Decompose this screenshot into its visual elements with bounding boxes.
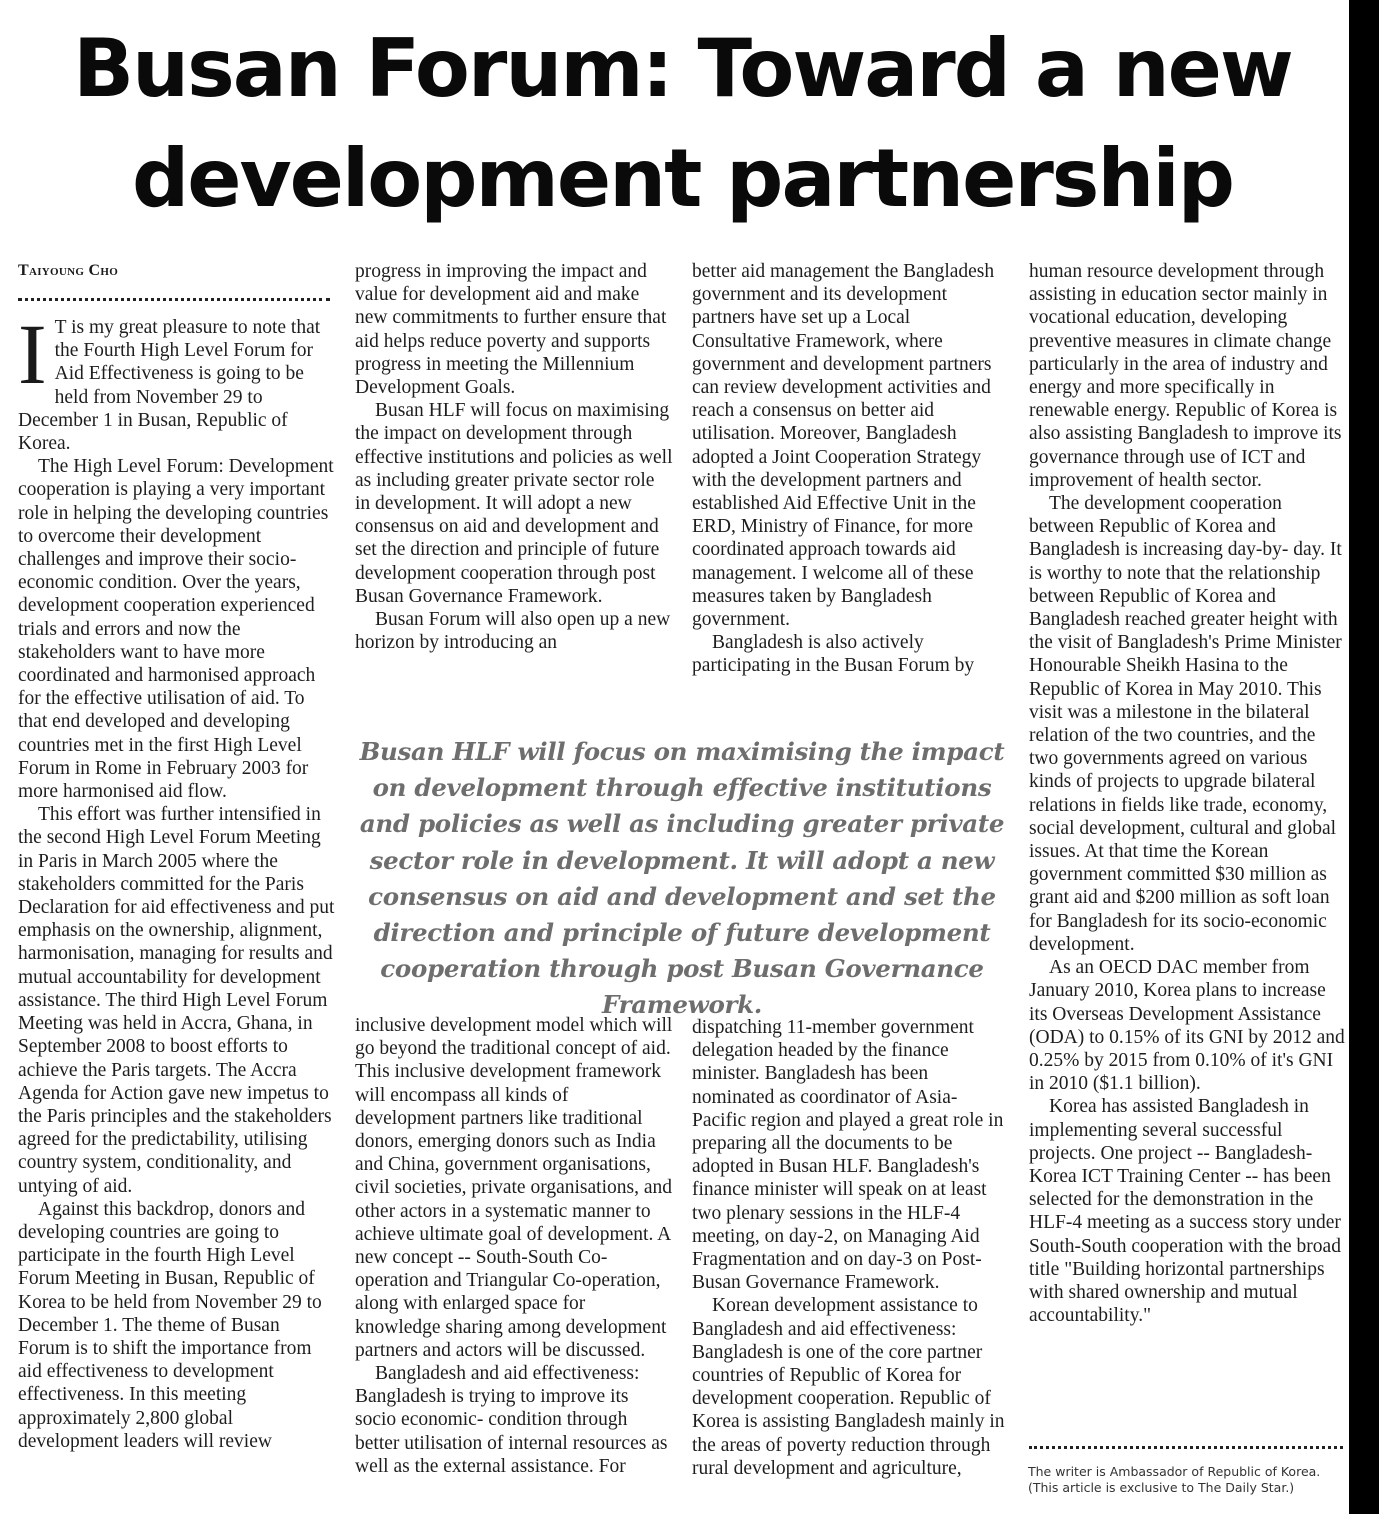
paragraph: inclusive development model which will go beyond the traditional concept of aid. This inclusive development framework will encompass all kinds of development partners like traditional donors, emerging donors such as India and China, government organisations, civil societies, private organisations, and other actors in a systematic manner to achieve ultimate goal of development. A new concept -- South-South Co-operation and Triangular Co-operation, along with enlarged space for knowledge sharing among development partners and actors will be discussed. [355, 1015, 673, 1361]
paragraph: Busan HLF will focus on maximising the impact on development through effective institutions and policies as well as including greater private sector role in development. It will adopt a new consensus on aid and development and set the direction and principle of future development cooperation through post Busan Governance Framework. [355, 400, 673, 607]
footnote-divider [1029, 1446, 1343, 1449]
headline: Busan Forum: Toward a new development partnership [73, 22, 1292, 225]
paragraph: This effort was further intensified in the second High Level Forum Meeting in Paris in March 2005 where the stakeholders committed for the Paris Declaration for aid effectiveness and put emphasis on the ownership, alignment, harmonisation, managing for results and mutual accountability for development assistance. The third High Level Forum Meeting was held in Accra, Ghana, in September 2008 to boost efforts to achieve the Paris targets. The Accra Agenda for Action gave new impetus to the Paris principles and the stakeholders agreed for the predictability, utilising country system, conditionality, and untying of aid. [18, 804, 335, 1197]
author-note [1028, 1464, 1348, 1496]
column-3-top [692, 260, 1010, 678]
dropcap: I [18, 306, 47, 402]
author-note-line: (This article is exclusive to The Daily Star.) [1028, 1480, 1295, 1495]
paragraph: Busan Forum will also open up a new horizon by introducing an [355, 609, 671, 654]
column-4 [1029, 260, 1347, 1327]
paragraph: human resource development through assisting in education sector mainly in vocational education, developing preventive measures in climate change particularly in the area of industry and energy and more specifically in renewable energy. Republic of Korea is also assisting Bangladesh to improve its governance through use of ICT and improvement of health sector. [1029, 261, 1342, 491]
paragraph: progress in improving the impact and value for development aid and make new commitments to further ensure that aid helps reduce poverty and supports progress in meeting the Millennium Development Goals. [355, 261, 667, 399]
byline: Taiyoung Cho [18, 262, 119, 279]
paragraph: better aid management the Bangladesh government and its development partners have set up a Local Consultative Framework, where government and development partners can review development activities and reach a consensus on better aid utilisation. Moreover, Bangladesh adopted a Joint Cooperation Strategy with the development partners and established Aid Effective Unit in the ERD, Ministry of Finance, for more coordinated approach towards aid management. I welcome all of these measures taken by Bangladesh government. [692, 261, 995, 631]
paragraph: The High Level Forum: Development cooperation is playing a very important role in helping the developing countries to overcome their development challenges and improve their socio- economic condition. Over the years, development cooperation experienced trials and errors and now the stakeholders want to have more coordinated and harmonised approach for the effective utilisation of aid. To that end developed and developing countries met in the first High Level Forum in Rome in February 2003 for more harmonised aid flow. [18, 456, 334, 803]
paragraph: The development cooperation between Republic of Korea and Bangladesh is increasing day-by- day. It is worthy to note that the relationship between Republic of Korea and Bangladesh reached greater height with the visit of Bangladesh's Prime Minister Honourable Sheikh Hasina to the Republic of Korea in May 2010. This visit was a milestone in the bilateral relation of the two countries, and the two governments agreed on various kinds of projects to upgrade bilateral relations in fields like trade, economy, social development, cultural and global issues. At that time the Korean government committed $30 million as grant aid and $200 million as soft loan for Bangladesh for its socio-economic development. [1029, 493, 1342, 955]
column-3-bottom [692, 1016, 1010, 1480]
paragraph: Bangladesh and aid effectiveness: Bangladesh is trying to improve its socio economic- condition through better utilisation of internal resources as well as the external assistance. For [355, 1363, 668, 1477]
page-edge-bar [1349, 0, 1379, 1514]
pull-quote: Busan HLF will focus on maximising the impact on development through effective institutions and policies as well as including greater private sector role in development. It will adopt a new consensus on aid and development and set the direction and principle of future development cooperation through post Busan Governance Framework. [359, 737, 1005, 1020]
paragraph: Korea has assisted Bangladesh in implementing several successful projects. One project -- Bangladesh-Korea ICT Training Center -- has been selected for the demonstration in the HLF-4 meeting as a success story under South-South cooperation with the broad title "Building horizontal partnerships with shared ownership and mutual accountability." [1029, 1096, 1341, 1327]
author-note-line: The writer is Ambassador of Republic of Korea. [1028, 1464, 1321, 1479]
lead-paragraph: I T is my great pleasure to note that the Fourth High Level Forum for Aid Effectiveness is going to be held from November 29 to December 1 in Busan, Republic of Korea. [18, 306, 321, 455]
paragraph: Against this backdrop, donors and developing countries are going to participate in the fourth High Level Forum Meeting in Busan, Republic of Korea to be held from November 29 to December 1. The theme of Busan Forum is to shift the importance from aid effectiveness to development effectiveness. In this meeting approximately 2,800 global development leaders will review [18, 1198, 322, 1452]
byline-divider [18, 298, 330, 301]
column-2-bottom [355, 1014, 673, 1478]
paragraph: Korean development assistance to Bangladesh and aid effectiveness: Bangladesh is one of the core partner countries of Republic of Korea for development cooperation. Republic of Korea is assisting Bangladesh mainly in the areas of poverty reduction through rural development and agriculture, [692, 1295, 1005, 1479]
column-1 [18, 306, 336, 1453]
paragraph: dispatching 11-member government delegation headed by the finance minister. Bangladesh has been nominated as coordinator of Asia-Pacific region and played a great role in preparing all the documents to be adopted in Busan HLF. Bangladesh's finance minister will speak on at least two plenary sessions in the HLF-4 meeting, on day-2, on Managing Aid Fragmentation and on day-3 on Post-Busan Governance Framework. [692, 1017, 1004, 1294]
column-2-top [355, 260, 673, 654]
paragraph: As an OECD DAC member from January 2010, Korea plans to increase its Overseas Development Assistance (ODA) to 0.15% of its GNI by 2012 and 0.25% by 2015 from 0.10% of it's GNI in 2010 ($1.1 billion). [1029, 957, 1345, 1095]
paragraph: Bangladesh is also actively participating in the Busan Forum by [692, 632, 975, 677]
